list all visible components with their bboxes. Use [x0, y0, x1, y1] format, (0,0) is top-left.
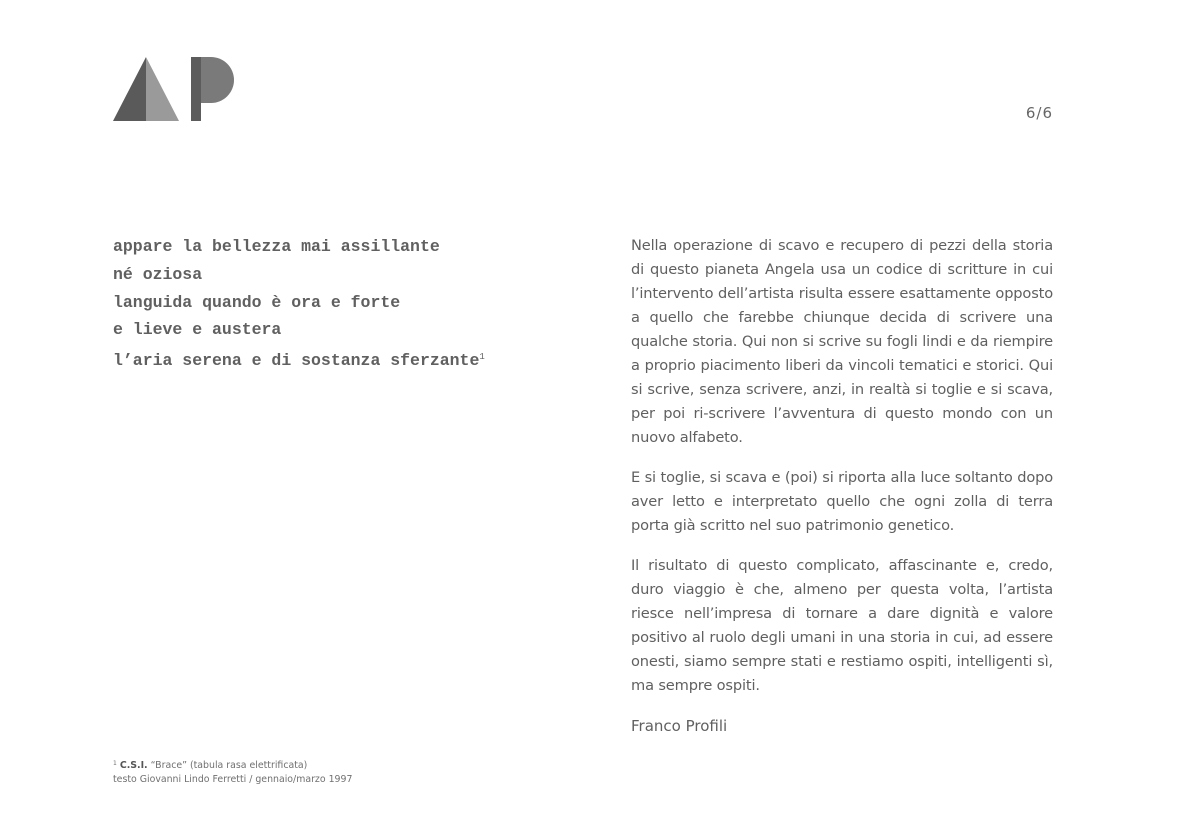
footnote-number: 1 — [113, 760, 117, 767]
poem-line-text: né oziosa — [113, 264, 203, 284]
poem — [113, 233, 583, 375]
footnote — [113, 757, 533, 786]
poem-line — [113, 289, 583, 317]
prose-column — [631, 234, 1053, 738]
poem-line-text: languida quando è ora e forte — [113, 292, 401, 312]
poem-line-text: l’aria serena e di sostanza sferzante — [113, 351, 480, 371]
footnote-band: C.S.I. — [119, 760, 148, 771]
poem-line — [113, 233, 583, 261]
poem-line-text: e lieve e austera — [113, 320, 282, 340]
footnote-title: “Brace” (tabula rasa elettrificata) — [150, 760, 308, 771]
prose-paragraph: E si toglie, si scava e (poi) si riporta alla luce soltanto dopo aver letto e interpretato quello che ogni zolla di terra porta già scritto nel suo patrimonio genetico. — [631, 469, 1053, 534]
footnote-credit: testo Giovanni Lindo Ferretti / gennaio/marzo 1997 — [113, 773, 353, 785]
prose-paragraph: Nella operazione di scavo e recupero di pezzi della storia di questo pianeta Angela usa un codice di scritture in cui l’intervento dell’artista risulta essere esattamente opposto a quello che farebbe chiunque decida di scrivere una qualche storia. Qui non si scrive su fogli lindi e da riempire a proprio piacimento liberi da vincoli tematici e storici. Qui si scrive, senza scrivere, anzi, in realtà si toglie e si scava, per poi ri-scrivere l’avventura di questo mondo con un nuovo alfabeto. — [631, 237, 1053, 446]
page-number: 6/6 — [1025, 104, 1053, 122]
ap-logo-icon — [113, 57, 235, 121]
footnote-marker: 1 — [479, 352, 485, 363]
author-signature: Franco Profili — [631, 717, 728, 735]
prose-paragraph: Il risultato di questo complicato, affascinante e, credo, duro viaggio è che, almeno per questa volta, l’artista riesce nell’impresa di tornare a dare dignità e valore positivo al ruolo degli umani in una storia in cui, ad essere onesti, siamo sempre stati e restiamo ospiti, intelligenti sì, ma sempre ospiti. — [631, 557, 1053, 694]
footnote-line-1 — [113, 757, 533, 773]
poem-line — [113, 316, 583, 344]
poem-line-text: appare la bellezza mai assillante — [113, 237, 440, 256]
poem-line — [113, 344, 583, 375]
poem-line — [113, 261, 583, 289]
